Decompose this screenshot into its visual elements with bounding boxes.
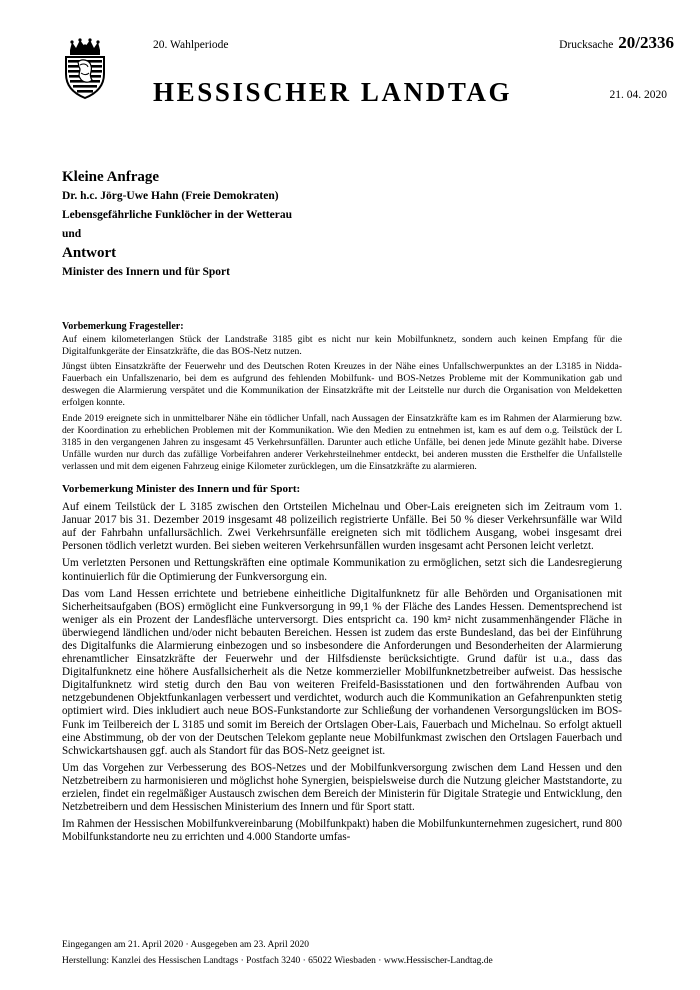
document-body bbox=[62, 320, 622, 848]
minister-paragraph: Um verletzten Personen und Rettungskräften eine optimale Kommunikation zu ermöglichen, setzt sich die Landesregierung kontinuierlich für die Optimierung der Funkversorgung ein. bbox=[62, 557, 622, 583]
questioner-paragraph: Jüngst übten Einsatzkräfte der Feuerwehr und des Deutschen Roten Kreuzes in der Nähe eines Unfallschwerpunktes an der L3185 in Nidda-Fauerbach ein Unfallszenario, bei dem es aufgrund des fehlenden Mobilfunk- und BOS-Netzes Probleme mit der Kommunikation gab und deswegen die Alarmierung verspätet und die Kommunikation der Einsatzkräfte mit der Leitstelle nur durch die Organisation von Meldeketten erfolgen konnte. bbox=[62, 361, 622, 409]
conjunction-und: und bbox=[62, 228, 82, 240]
hessen-lion-crest-icon bbox=[62, 38, 108, 100]
answering-minister: Minister des Innern und für Sport bbox=[62, 266, 230, 278]
questioner-paragraph: Ende 2019 ereignete sich in unmittelbarer Nähe ein tödlicher Unfall, nach Aussagen der Einsatzkräfte kam es im Rahmen der Alarmierung bzw. der Koordination zu erheblichen Problemen mit der Kommunikation. Wie den Medien zu entnehmen ist, kam es auf dem o.g. Teilstück der L 3185 in den vergangenen Jahren zu insgesamt 45 Verkehrsunfällen. Darunter auch etliche Unfälle, bei denen jede Minute gezählt habe. Diverse Unfälle wurden nur durch das zufällige Vorbeifahren anderer Verkehrsteilnehmer entdeckt, bei anderen mussten die Ersthelfer die Unfallstelle verlassen und mit dem eigenen Fahrzeug einige Kilometer zurücklegen, um die Einsatzkräfte zu alarmieren. bbox=[62, 412, 622, 472]
inquiry-author: Dr. h.c. Jörg-Uwe Hahn (Freie Demokraten) bbox=[62, 190, 279, 202]
inquiry-kind: Kleine Anfrage bbox=[62, 169, 160, 185]
answer-heading: Antwort bbox=[62, 245, 117, 261]
inquiry-subject: Lebensgefährliche Funklöcher in der Wetterau bbox=[62, 209, 292, 221]
footer-imprint: Herstellung: Kanzlei des Hessischen Landtags · Postfach 3240 · 65022 Wiesbaden · www.Hessischer-Landtag.de bbox=[62, 956, 493, 966]
document-date: 21. 04. 2020 bbox=[609, 89, 667, 101]
title-block bbox=[62, 168, 622, 282]
minister-paragraph: Um das Vorgehen zur Verbesserung des BOS-Netzes und der Mobilfunkversorgung zwischen dem Land Hessen und den Netzbetreibern zu harmonisieren und möglichst hohe Synergien, beispielsweise durch die Nutzung gleicher Maststandorte, zu erzielen, findet ein regelmäßiger Austausch zwischen dem Bereich der Ministerin für Digitale Strategie und Entwicklung, den Netzbetreibern und dem Hessischen Ministerium des Innern und für Sport statt. bbox=[62, 761, 622, 814]
drucksache-reference bbox=[559, 33, 674, 53]
legislative-period: 20. Wahlperiode bbox=[153, 39, 229, 51]
drucksache-number: 20/2336 bbox=[618, 33, 674, 52]
minister-preamble-title: Vorbemerkung Minister des Innern und für Sport: bbox=[62, 483, 301, 496]
questioner-preamble-title: Vorbemerkung Fragesteller: bbox=[62, 321, 184, 332]
questioner-paragraph: Auf einem kilometerlangen Stück der Landstraße 3185 gibt es nicht nur kein Mobilfunknetz, sondern auch keinen Empfang für die Digitalfunkgeräte der Einsatzkräfte, die das BOS-Netz nutzen. bbox=[62, 334, 622, 358]
minister-paragraph: Das vom Land Hessen errichtete und betriebene einheitliche Digitalfunknetz für alle Behörden und Organisationen mit Sicherheitsaufgaben (BOS) ermöglicht eine Funkversorgung in 99,1 % der Fläche des Landes Hessen. Dementsprechend ist weniger als ein Prozent der Landesfläche unterversorgt. Dies entspricht ca. 190 km² nicht zusammenhängender Fläche in überwiegend ländlichen und/oder nicht bebauten Bereichen. Hessen ist zudem das erste Bundesland, das bei der Einführung des Digitalfunks die Alarmierung einbezogen und so insbesondere die Anforderungen und Besonderheiten der Alarmierung ehrenamtlicher Einsatzkräfte der Feuerwehr und der Hilfsdienste berücksichtigte. Grund dafür ist u.a., dass das Digitalfunknetz eine höhere Ausfallsicherheit als die Netze kommerzieller Mobilfunknetzbetreiber aufweist. Das hessische Digitalfunknetz wird stetig durch den Bau von weiteren Freifeld-Basisstationen und den fortwährenden Aufbau von netzgebundenen Objektfunkanlagen verbessert und verdichtet, wodurch auch die Kommunikation an Gefahrenpunkten stetig optimiert wird. Dies inkludiert auch neue BOS-Funkstandorte zur Schließung der vorhandenen Versorgungslücken im BOS-Funk im Teilbereich der L 3185 und somit im Bereich der Ortslagen Ober-Lais, Fauerbach und Michelnau. So erfolgt aktuell eine Abstimmung, ob der von der Deutschen Telekom geplante neue Mobilfunkmast zwischen den Ortslagen Fauerbach und Schwickartshausen ggf. auch als Standort für das BOS-Netz geeignet ist. bbox=[62, 587, 622, 757]
page-footer bbox=[62, 937, 642, 969]
parliament-name: HESSISCHER LANDTAG bbox=[153, 77, 513, 107]
footer-dates: Eingegangen am 21. April 2020 · Ausgegeben am 23. April 2020 bbox=[62, 940, 309, 950]
minister-paragraph: Auf einem Teilstück der L 3185 zwischen den Ortsteilen Michelnau und Ober-Lais ereigneten sich im Zeitraum vom 1. Januar 2017 bis 31. Dezember 2019 insgesamt 48 polizeilich registrierte Unfälle. Bei 50 % dieser Verkehrsunfälle war Wild auf der Fahrbahn unfallursächlich. Zwei Verkehrsunfälle ereigneten sich mit tödlichem Ausgang, wobei insgesamt drei Personen tödlich verletzt wurden. Bei sieben weiteren Verkehrsunfällen wurden insgesamt acht Personen leicht verletzt. bbox=[62, 501, 622, 553]
minister-paragraph: Im Rahmen der Hessischen Mobilfunkvereinbarung (Mobilfunkpakt) haben die Mobilfunkunternehmen zugesichert, rund 800 Mobilfunkstandorte neu zu errichten und 4.000 Standorte umfas- bbox=[62, 818, 622, 844]
drucksache-label: Drucksache bbox=[559, 39, 614, 51]
